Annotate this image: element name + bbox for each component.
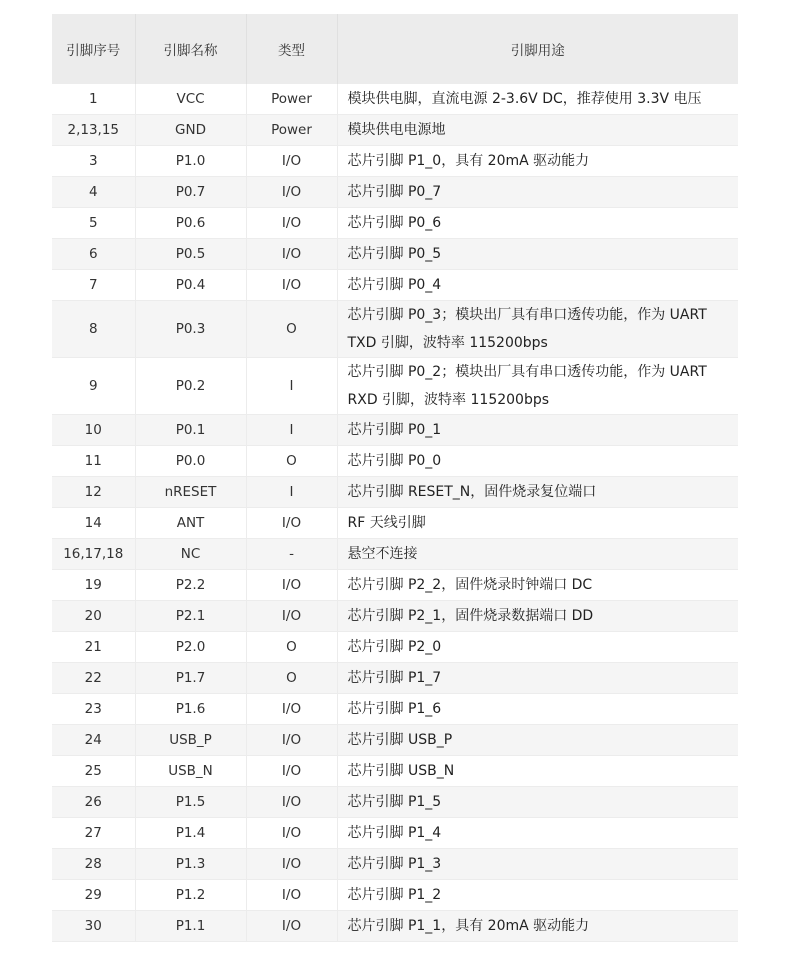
pin-type-cell: O <box>246 301 337 358</box>
pin-number-cell: 8 <box>52 301 135 358</box>
pin-name-cell: P0.6 <box>135 208 246 239</box>
table-row <box>52 756 738 787</box>
pin-type-cell: I/O <box>246 818 337 849</box>
pin-type-cell: O <box>246 663 337 694</box>
table-body <box>52 84 738 942</box>
pin-number-cell: 20 <box>52 601 135 632</box>
pin-type-cell: I/O <box>246 787 337 818</box>
table-row <box>52 301 738 358</box>
table-header-row <box>52 14 738 84</box>
pin-usage-cell: 芯片引脚 P0_1 <box>337 415 738 446</box>
pin-name-cell: VCC <box>135 84 246 115</box>
pin-type-cell: I/O <box>246 601 337 632</box>
pin-name-cell: P1.6 <box>135 694 246 725</box>
pin-name-cell: NC <box>135 539 246 570</box>
table-row <box>52 570 738 601</box>
pin-number-cell: 26 <box>52 787 135 818</box>
pin-number-cell: 3 <box>52 146 135 177</box>
pin-name-cell: P0.1 <box>135 415 246 446</box>
pin-type-cell: I/O <box>246 756 337 787</box>
pin-type-cell: O <box>246 632 337 663</box>
table-row <box>52 663 738 694</box>
pin-number-cell: 11 <box>52 446 135 477</box>
pin-number-cell: 25 <box>52 756 135 787</box>
pin-type-cell: I <box>246 415 337 446</box>
table-row <box>52 911 738 942</box>
pin-number-cell: 23 <box>52 694 135 725</box>
header-pin-name: 引脚名称 <box>135 14 246 84</box>
table-row <box>52 115 738 146</box>
pin-type-cell: I/O <box>246 570 337 601</box>
pin-number-cell: 7 <box>52 270 135 301</box>
pin-name-cell: P0.3 <box>135 301 246 358</box>
pin-number-cell: 5 <box>52 208 135 239</box>
pin-name-cell: P1.0 <box>135 146 246 177</box>
pin-name-cell: P0.4 <box>135 270 246 301</box>
table-row <box>52 477 738 508</box>
pin-usage-cell: 芯片引脚 P1_2 <box>337 880 738 911</box>
pin-name-cell: P1.1 <box>135 911 246 942</box>
pin-number-cell: 29 <box>52 880 135 911</box>
pin-usage-cell: 芯片引脚 P0_0 <box>337 446 738 477</box>
pin-number-cell: 14 <box>52 508 135 539</box>
pin-number-cell: 4 <box>52 177 135 208</box>
table-row <box>52 508 738 539</box>
pin-name-cell: P0.7 <box>135 177 246 208</box>
pin-name-cell: USB_N <box>135 756 246 787</box>
pin-usage-cell: RF 天线引脚 <box>337 508 738 539</box>
table-row <box>52 208 738 239</box>
pin-type-cell: I/O <box>246 208 337 239</box>
pin-usage-cell: 芯片引脚 P1_7 <box>337 663 738 694</box>
pin-usage-cell: 芯片引脚 USB_N <box>337 756 738 787</box>
pin-usage-cell: 模块供电脚，直流电源 2-3.6V DC，推荐使用 3.3V 电压 <box>337 84 738 115</box>
header-pin-type: 类型 <box>246 14 337 84</box>
pin-number-cell: 1 <box>52 84 135 115</box>
pin-type-cell: I/O <box>246 880 337 911</box>
pin-usage-cell: 芯片引脚 P1_3 <box>337 849 738 880</box>
pin-number-cell: 28 <box>52 849 135 880</box>
pin-name-cell: P1.2 <box>135 880 246 911</box>
pin-usage-cell: 芯片引脚 P2_2，固件烧录时钟端口 DC <box>337 570 738 601</box>
pin-name-cell: ANT <box>135 508 246 539</box>
pin-name-cell: P1.7 <box>135 663 246 694</box>
table-row <box>52 880 738 911</box>
pin-definition-table <box>52 14 738 942</box>
pin-usage-cell: 芯片引脚 P1_6 <box>337 694 738 725</box>
pin-usage-cell: 芯片引脚 P1_4 <box>337 818 738 849</box>
table-row <box>52 818 738 849</box>
pin-number-cell: 16,17,18 <box>52 539 135 570</box>
pin-type-cell: I/O <box>246 849 337 880</box>
table-row <box>52 177 738 208</box>
pin-usage-cell: 芯片引脚 P0_4 <box>337 270 738 301</box>
pin-type-cell: O <box>246 446 337 477</box>
table-row <box>52 239 738 270</box>
table-row <box>52 270 738 301</box>
table-row <box>52 632 738 663</box>
table-row <box>52 358 738 415</box>
table-row <box>52 84 738 115</box>
pin-name-cell: P0.0 <box>135 446 246 477</box>
pin-number-cell: 24 <box>52 725 135 756</box>
pin-usage-cell: 芯片引脚 P0_5 <box>337 239 738 270</box>
pin-usage-cell: 芯片引脚 P1_5 <box>337 787 738 818</box>
pin-type-cell: I/O <box>246 270 337 301</box>
pin-usage-cell: 芯片引脚 P0_7 <box>337 177 738 208</box>
pin-number-cell: 10 <box>52 415 135 446</box>
pin-usage-cell: 模块供电电源地 <box>337 115 738 146</box>
pin-type-cell: I/O <box>246 508 337 539</box>
pin-type-cell: Power <box>246 84 337 115</box>
pin-type-cell: I/O <box>246 911 337 942</box>
table-row <box>52 146 738 177</box>
pin-name-cell: P2.1 <box>135 601 246 632</box>
pin-usage-cell: 芯片引脚 P1_0，具有 20mA 驱动能力 <box>337 146 738 177</box>
pin-usage-cell: 芯片引脚 P2_1，固件烧录数据端口 DD <box>337 601 738 632</box>
pin-number-cell: 21 <box>52 632 135 663</box>
pin-number-cell: 22 <box>52 663 135 694</box>
pin-type-cell: I/O <box>246 694 337 725</box>
pin-usage-cell: 芯片引脚 P0_2；模块出厂具有串口透传功能，作为 UART RXD 引脚，波特率 115200bps <box>337 358 738 415</box>
pin-name-cell: USB_P <box>135 725 246 756</box>
pin-usage-cell: 芯片引脚 P2_0 <box>337 632 738 663</box>
pin-number-cell: 30 <box>52 911 135 942</box>
pin-type-cell: I/O <box>246 725 337 756</box>
pin-type-cell: Power <box>246 115 337 146</box>
pin-usage-cell: 芯片引脚 P0_3；模块出厂具有串口透传功能，作为 UART TXD 引脚，波特率 115200bps <box>337 301 738 358</box>
pin-usage-cell: 悬空不连接 <box>337 539 738 570</box>
table-row <box>52 694 738 725</box>
pin-number-cell: 6 <box>52 239 135 270</box>
pin-usage-cell: 芯片引脚 P0_6 <box>337 208 738 239</box>
table-row <box>52 446 738 477</box>
table-row <box>52 725 738 756</box>
pin-type-cell: I/O <box>246 177 337 208</box>
pin-number-cell: 27 <box>52 818 135 849</box>
pin-type-cell: I <box>246 477 337 508</box>
pin-name-cell: P0.2 <box>135 358 246 415</box>
table-row <box>52 601 738 632</box>
table-row <box>52 787 738 818</box>
pin-name-cell: GND <box>135 115 246 146</box>
pin-number-cell: 12 <box>52 477 135 508</box>
pin-usage-cell: 芯片引脚 P1_1，具有 20mA 驱动能力 <box>337 911 738 942</box>
pin-number-cell: 2,13,15 <box>52 115 135 146</box>
pin-type-cell: I <box>246 358 337 415</box>
table-row <box>52 415 738 446</box>
pin-name-cell: P1.3 <box>135 849 246 880</box>
pin-name-cell: P2.0 <box>135 632 246 663</box>
table-row <box>52 849 738 880</box>
pin-type-cell: I/O <box>246 146 337 177</box>
pin-name-cell: P1.4 <box>135 818 246 849</box>
pin-usage-cell: 芯片引脚 RESET_N，固件烧录复位端口 <box>337 477 738 508</box>
pin-type-cell: I/O <box>246 239 337 270</box>
pin-type-cell: - <box>246 539 337 570</box>
pin-name-cell: nRESET <box>135 477 246 508</box>
header-pin-number: 引脚序号 <box>52 14 135 84</box>
pin-name-cell: P2.2 <box>135 570 246 601</box>
pin-name-cell: P0.5 <box>135 239 246 270</box>
table-row <box>52 539 738 570</box>
pin-name-cell: P1.5 <box>135 787 246 818</box>
pin-number-cell: 19 <box>52 570 135 601</box>
pin-usage-cell: 芯片引脚 USB_P <box>337 725 738 756</box>
pin-number-cell: 9 <box>52 358 135 415</box>
header-pin-usage: 引脚用途 <box>337 14 738 84</box>
